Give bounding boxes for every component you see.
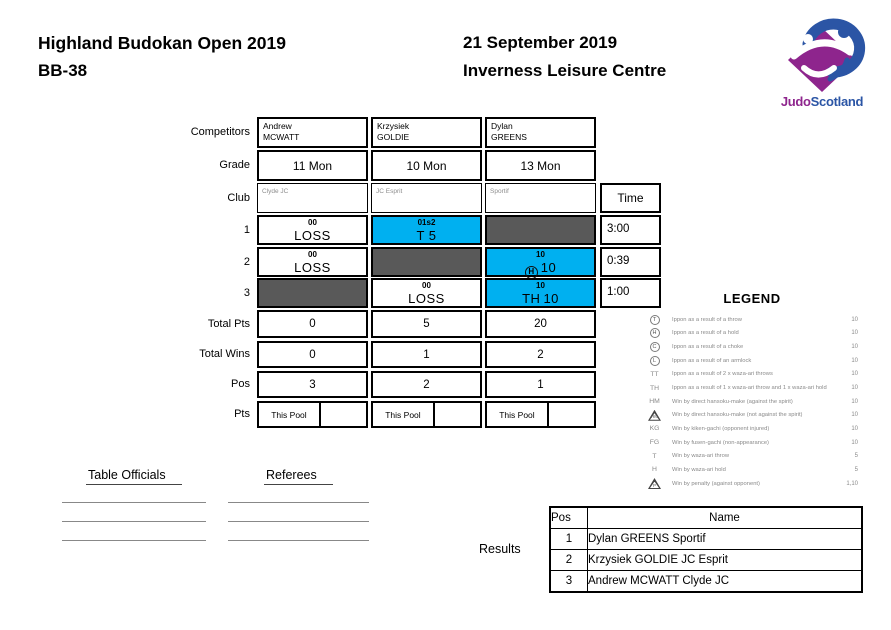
results-row-name: Krzysiek GOLDIE JC Esprit	[588, 550, 863, 571]
row-label-total-wins: Total Wins	[199, 348, 250, 360]
this-pool-label: This Pool	[373, 403, 435, 426]
legend-code: KG	[649, 425, 660, 433]
legend-description: Ippon as a result of a choke	[672, 344, 744, 351]
competitor-first-name: Krzysiek	[377, 121, 410, 131]
ippon-hold-circle-icon: H	[525, 266, 538, 279]
match-score: 10	[536, 281, 545, 290]
match-score: 00	[422, 281, 431, 290]
legend-icon-zone	[646, 385, 663, 392]
match-cell-win	[485, 247, 596, 277]
competitor-name-cell	[257, 117, 368, 148]
pool-code: BB-38	[38, 61, 88, 80]
match-score: 00	[308, 218, 317, 227]
match-cell-loss	[257, 215, 368, 245]
pts-blank-box	[549, 403, 594, 426]
grade-cell: 11 Mon	[257, 150, 368, 181]
legend-item	[646, 477, 858, 491]
row-label-pts: Pts	[234, 408, 250, 420]
match-score: 00	[308, 250, 317, 259]
results-header-row	[550, 507, 862, 529]
pts-blank-box	[321, 403, 366, 426]
match-result: LOSS	[294, 228, 331, 243]
pts-blank-box	[435, 403, 480, 426]
legend-icon-zone	[646, 398, 663, 405]
match-cell-loss	[371, 278, 482, 308]
legend-item	[646, 368, 858, 382]
results-row-pos: 2	[550, 550, 588, 571]
event-venue: Inverness Leisure Centre	[463, 61, 667, 80]
match-result-code: TH	[522, 291, 541, 306]
judoscotland-logo	[772, 12, 872, 116]
legend-value: 10	[851, 385, 858, 392]
pts-cell	[485, 401, 596, 428]
legend-triangle-hm-icon: HM	[648, 410, 661, 421]
judoscotland-mark-icon	[772, 12, 872, 94]
event-title: Highland Budokan Open 2019	[38, 33, 286, 53]
row-label-match-2: 2	[243, 256, 250, 268]
match-time-cell: 3:00	[600, 215, 661, 245]
row-label-club: Club	[227, 192, 250, 204]
position-cell: 1	[485, 371, 596, 398]
legend-icon-zone	[646, 328, 663, 338]
legend-description: Ippon as a result of a hold	[672, 330, 739, 337]
legend-item	[646, 436, 858, 450]
match-cell-blocked	[257, 278, 368, 308]
signature-line	[62, 521, 206, 522]
legend-item	[646, 463, 858, 477]
legend-description: Win by fusen-gachi (non-appearance)	[672, 439, 769, 446]
legend-triangle-p-icon: P	[648, 478, 661, 489]
match-result: T 5	[416, 228, 437, 243]
match-result-value: 10	[540, 260, 557, 275]
competitor-first-name: Andrew	[263, 121, 292, 131]
legend-icon-zone	[646, 425, 663, 432]
signature-line	[62, 540, 206, 541]
this-pool-label: This Pool	[259, 403, 321, 426]
row-label-total-pts: Total Pts	[207, 318, 250, 330]
match-result	[487, 291, 594, 306]
legend-circle-h-icon: H	[650, 328, 660, 338]
legend-icon-zone	[646, 410, 663, 421]
match-cell-blocked	[371, 247, 482, 277]
total-pts-cell: 0	[257, 310, 368, 338]
row-label-pos: Pos	[231, 378, 250, 390]
table-officials-heading: Table Officials	[86, 468, 182, 485]
match-cell-blocked	[485, 215, 596, 245]
legend-value: 5	[854, 453, 858, 460]
total-wins-cell: 0	[257, 341, 368, 368]
legend-description: Win by direct hansoku-make (against the spirit)	[672, 398, 793, 405]
results-row	[550, 550, 862, 571]
this-pool-label: This Pool	[487, 403, 549, 426]
legend-code: HM	[649, 398, 660, 406]
row-label-match-1: 1	[243, 224, 250, 236]
match-cell-loss	[257, 247, 368, 277]
time-header-cell: Time	[600, 183, 661, 213]
row-label-grade: Grade	[219, 159, 250, 171]
legend-description: Win by kiken-gachi (opponent injured)	[672, 425, 770, 432]
results-row-pos: 3	[550, 571, 588, 593]
legend-code: H	[652, 466, 657, 474]
total-wins-cell: 1	[371, 341, 482, 368]
total-pts-cell: 5	[371, 310, 482, 338]
pts-cell	[257, 401, 368, 428]
position-cell: 2	[371, 371, 482, 398]
row-label-match-3: 3	[243, 287, 250, 299]
legend-item	[646, 354, 858, 368]
legend-items	[646, 313, 858, 490]
grade-cell: 10 Mon	[371, 150, 482, 181]
logo-text-scotland: Scotland	[810, 94, 864, 109]
signature-line	[62, 502, 206, 503]
club-cell: JC Esprit	[371, 183, 482, 213]
match-result-value: 10	[543, 291, 559, 306]
signature-line	[228, 521, 369, 522]
referees-heading: Referees	[264, 468, 333, 485]
legend-icon-zone	[646, 371, 663, 378]
legend-value: 10	[851, 357, 858, 364]
legend-item	[646, 327, 858, 341]
legend-item	[646, 395, 858, 409]
match-score: 10	[536, 250, 545, 259]
competitor-name-cell	[371, 117, 482, 148]
pts-cell	[371, 401, 482, 428]
legend-circle-c-icon: C	[650, 342, 660, 352]
results-row-pos: 1	[550, 529, 588, 550]
competitor-first-name: Dylan	[491, 121, 513, 131]
match-cell-win	[485, 278, 596, 308]
judoscotland-wordmark	[772, 94, 872, 109]
total-wins-cell: 2	[485, 341, 596, 368]
club-cell: Sportif	[485, 183, 596, 213]
competitor-last-name: MCWATT	[263, 132, 300, 142]
legend-icon-zone	[646, 356, 663, 366]
club-cell: Clyde JC	[257, 183, 368, 213]
legend-item	[646, 422, 858, 436]
signature-line	[228, 502, 369, 503]
legend-code: TH	[649, 384, 660, 392]
legend-value: 10	[851, 330, 858, 337]
results-table	[549, 506, 863, 593]
legend-item	[646, 313, 858, 327]
legend-value: 10	[851, 398, 858, 405]
legend-value: 10	[851, 316, 858, 323]
legend-value: 10	[851, 412, 858, 419]
legend-description: Ippon as a result of 1 x waza-ari throw and 1 x waza-ari hold	[672, 385, 827, 392]
legend-value: 5	[854, 466, 858, 473]
legend-icon-zone	[646, 466, 663, 473]
match-result	[487, 260, 594, 279]
legend-icon-zone	[646, 478, 663, 489]
results-label: Results	[479, 542, 521, 556]
match-result: LOSS	[408, 291, 445, 306]
legend-item	[646, 408, 858, 422]
results-row-name: Dylan GREENS Sportif	[588, 529, 863, 550]
results-row	[550, 571, 862, 593]
legend-code: TT	[650, 370, 659, 378]
legend-description: Ippon as a result of 2 x waza-ari throws	[672, 371, 773, 378]
legend-description: Win by waza-ari throw	[672, 453, 730, 460]
results-row	[550, 529, 862, 550]
legend-code: FG	[649, 439, 660, 447]
legend-icon-zone	[646, 342, 663, 352]
legend-item	[646, 381, 858, 395]
legend-circle-l-icon: L	[650, 356, 660, 366]
legend-circle-t-icon: T	[650, 315, 660, 325]
legend-value: 1,10	[846, 480, 858, 487]
legend-value: 10	[851, 371, 858, 378]
legend-description: Ippon as a result of a throw	[672, 316, 742, 323]
match-score: 01s2	[417, 218, 436, 227]
competitor-name-cell	[485, 117, 596, 148]
legend-item	[646, 449, 858, 463]
competitor-last-name: GOLDIE	[377, 132, 410, 142]
row-label-competitors: Competitors	[190, 126, 250, 138]
legend-icon-zone	[646, 315, 663, 325]
legend-item	[646, 340, 858, 354]
match-cell-win	[371, 215, 482, 245]
legend	[646, 291, 858, 490]
total-pts-cell: 20	[485, 310, 596, 338]
legend-value: 10	[851, 439, 858, 446]
legend-value: 10	[851, 425, 858, 432]
results-header-pos: Pos	[550, 507, 588, 529]
position-cell: 3	[257, 371, 368, 398]
results-row-name: Andrew MCWATT Clyde JC	[588, 571, 863, 593]
legend-description: Win by penalty (against opponent)	[672, 480, 760, 487]
match-time-cell: 0:39	[600, 247, 661, 277]
legend-icon-zone	[646, 439, 663, 446]
signature-line	[228, 540, 369, 541]
logo-text-judo: Judo	[780, 94, 811, 109]
grade-cell: 13 Mon	[485, 150, 596, 181]
competitor-last-name: GREENS	[491, 132, 527, 142]
results-header-name: Name	[588, 507, 863, 529]
legend-description: Win by waza-ari hold	[672, 466, 726, 473]
legend-icon-zone	[646, 453, 663, 460]
legend-title: LEGEND	[723, 291, 781, 306]
legend-value: 10	[851, 344, 858, 351]
match-time-cell: 1:00	[600, 278, 661, 308]
legend-code: T	[652, 452, 657, 460]
event-date: 21 September 2019	[463, 33, 618, 52]
legend-description: Win by direct hansoku-make (not against the spirit)	[672, 412, 803, 419]
match-result: LOSS	[294, 260, 331, 275]
legend-description: Ippon as a result of an armlock	[672, 357, 752, 364]
